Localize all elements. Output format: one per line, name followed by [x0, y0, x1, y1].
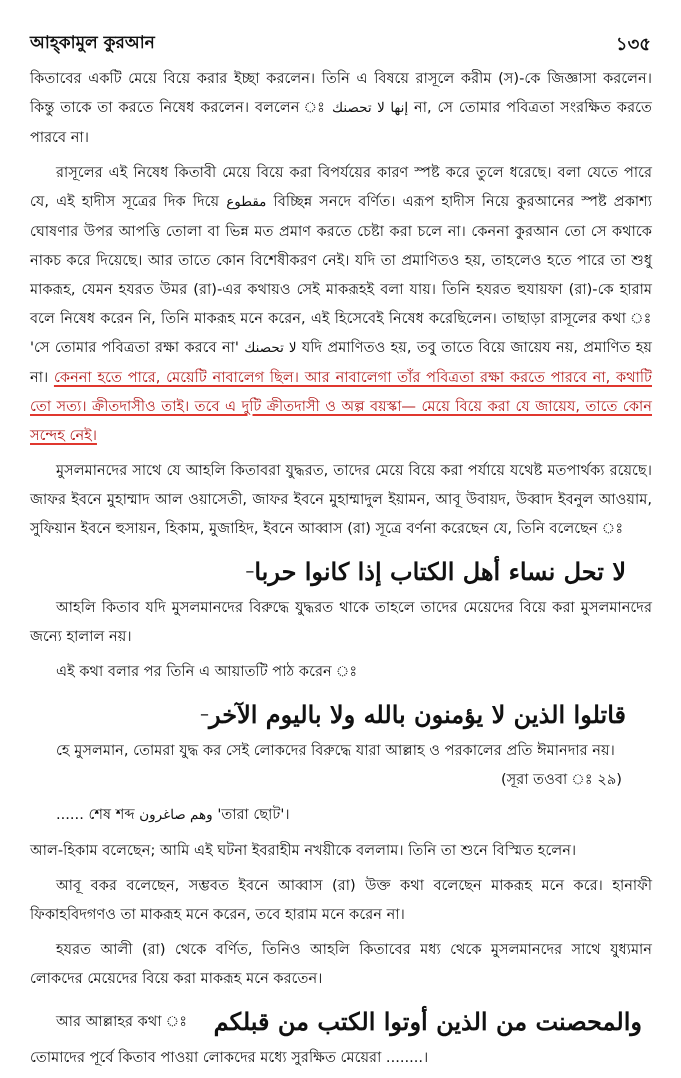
arabic-quote-1: – لا تحل نساء أهل الكتاب إذا كانوا حربا: [245, 556, 626, 586]
paragraph-1: কিতাবের একটি মেয়ে বিয়ে করার ইচ্ছা করলেন। তিনি এ বিষয়ে রাসূলে করীম (স)-কে জিজ্ঞাসা করলেন। কিন্তু তাকে তা করতে নিষেধ করলেন। বললেন ঃ إنها لا تحصنك না, সে তোমার পবিত্রতা সংরক্ষিত করতে পারবে না।: [30, 70, 652, 146]
paragraph-2: রাসূলের এই নিষেধ কিতাবী মেয়ে বিয়ে করা বিপর্যয়ের কারণ স্পষ্ট করে তুলে ধরেছে। বলা যেতে পারে যে, এই হাদীস সূত্রের দিক দিয়ে مقطوع বিচ্ছিন্ন সনদে বর্ণিত। এরূপ হাদীস নিয়ে কুরআনের স্পষ্ট প্রকাশ্য ঘোষণার উপর আপত্তি তোলা বা ভিন্ন মত প্রমাণ করতে চেষ্টা করা চলে না। কেননা কুরআন তো সে কথাকে নাকচ করে দিয়েছে। আর তাতে কোন বিশেষীকরণ নেই। যদি তা প্রমাণিতও হয়, তাহলেও হতে পারে তা শুধু মাকরূহ, যেমন হযরত উমর (রা)-এর কথায়ও সেই মাকরূহই বলা যায়। তিনি হযরত হুযায়ফা (রা)-কে হারাম বলে নিষেধ করেন নি, তিনি মাকরূহ মনে করেন, এই হিসেবেই নিষেধ করেছিলেন। তাছাড়া রাসূলের কথা ঃ 'সে তোমার পবিত্রতা রক্ষা করবে না' لا تحصنك যদি প্রমাণিতও হয়, তবু তাতে বিয়ে জায়েয নয়, প্রমাণিত হয় না। কেননা হতে পারে, মেয়েটি নাবালেগ ছিল। আর নাবালেগা তাঁর পবিত্রতা রক্ষা করতে পারবে না, কথাটি তো সত্য। ক্রীতদাসীও তাই। তবে এ দুটি ক্রীতদাসী ও অল্প বয়স্কা— মেয়ে বিয়ে করা যে জায়েয, তাতে কোন সন্দেহ নেই।: [30, 164, 653, 444]
paragraph-10: হযরত আলী (রা) থেকে বর্ণিত, তিনিও আহলি কিতাবের মধ্য থেকে মুসলমানদের সাথে যুধ্যমান লোকদের মেয়েদের বিয়ে করা মাকরূহ মনে করতেন।: [30, 941, 652, 987]
paragraph-3: মুসলমানদের সাথে যে আহলি কিতাবরা যুদ্ধরত, তাদের মেয়ে বিয়ে করা পর্যায়ে যথেষ্ট মতপার্থক্য রয়েছে। জাফর ইবনে মুহাম্মাদ আল ওয়াসেতী, জাফর ইবনে মুহাম্মাদুল ইয়ামন, আবূ উবায়দ, উব্বাদ ইবনুল আওয়াম, সুফিয়ান ইবনে হুসায়ন, হিকাম, মুজাহিদ, ইবনে আব্বাস (রা) সূত্রে বর্ণনা করেছেন যে, তিনি বলেছেন ঃ: [30, 462, 652, 537]
running-title: আহ্‌কামুল কুরআন: [30, 33, 155, 53]
arabic-term: لا تحصنك: [244, 340, 297, 356]
paragraph-7: ...... শেষ শব্দ وهم صاغرون 'তারা ছোট'।: [56, 806, 290, 823]
paragraph-5: এই কথা বলার পর তিনি এ আয়াতটি পাঠ করেন ঃ: [56, 663, 358, 680]
paragraph-8: আল-হিকাম বলেছেন; আমি এই ঘটনা ইবরাহীম নখয়ীকে বললাম। তিনি তা শুনে বিস্মিত হলেন।: [30, 842, 577, 859]
highlighted-passage: কেননা হতে পারে, মেয়েটি নাবালেগ ছিল। আর নাবালেগা তাঁর পবিত্রতা রক্ষা করতে পারবে না, কথাটি তো সত্য। ক্রীতদাসীও তাই। তবে এ দুটি ক্রীতদাসী ও অল্প বয়স্কা— মেয়ে বিয়ে করা যে জায়েয, তাতে কোন সন্দেহ নেই।: [30, 369, 652, 444]
verse-reference-row: [30, 765, 652, 794]
arabic-phrase: إنها لا تحصنك: [331, 100, 409, 116]
page-header: [30, 24, 651, 54]
arabic-quote-2: – قاتلوا الذين لا يؤمنون بالله ولا باليوم الآخر: [199, 699, 626, 729]
paragraph-4: আহলি কিতাব যদি মুসলমানদের বিরুদ্ধে যুদ্ধরত থাকে তাহলে তাদের মেয়েদের বিয়ে করা মুসলমানদের জন্যে হালাল নয়।: [30, 599, 652, 645]
paragraph-12: তোমাদের পূর্বে কিতাব পাওয়া লোকদের মধ্যে সুরক্ষিত মেয়েরা ........।: [30, 1049, 429, 1066]
paragraph-6: হে মুসলমান, তোমরা যুদ্ধ কর সেই লোকদের বিরুদ্ধে যারা আল্লাহ ও পরকালের প্রতি ঈমানদার নয়।: [56, 742, 615, 759]
paragraph-9: আবূ বকর বলেছেন, সম্ভবত ইবনে আব্বাস (রা) উক্ত কথা বলেছেন মাকরূহ মনে করে। হানাফী ফিকাহবিদগণও তা মাকরূহ মনে করেন, তবে হারাম মনে করেন না।: [30, 877, 652, 923]
page-number: ১৩৫: [615, 34, 651, 55]
quote-label: আর আল্লাহর কথা ঃ: [56, 1012, 188, 1030]
verse-reference: (সূরা তওবা ঃ ২৯): [500, 771, 622, 788]
arabic-term: مقطوع: [226, 194, 267, 210]
arabic-term: وهم صاغرون: [139, 807, 213, 823]
page-body: [30, 64, 652, 1078]
arabic-quote-3: আর আল্লাহর কথা ঃ والمحصنت من الذين أوتوا الكتب من قبلكم: [30, 999, 652, 1043]
